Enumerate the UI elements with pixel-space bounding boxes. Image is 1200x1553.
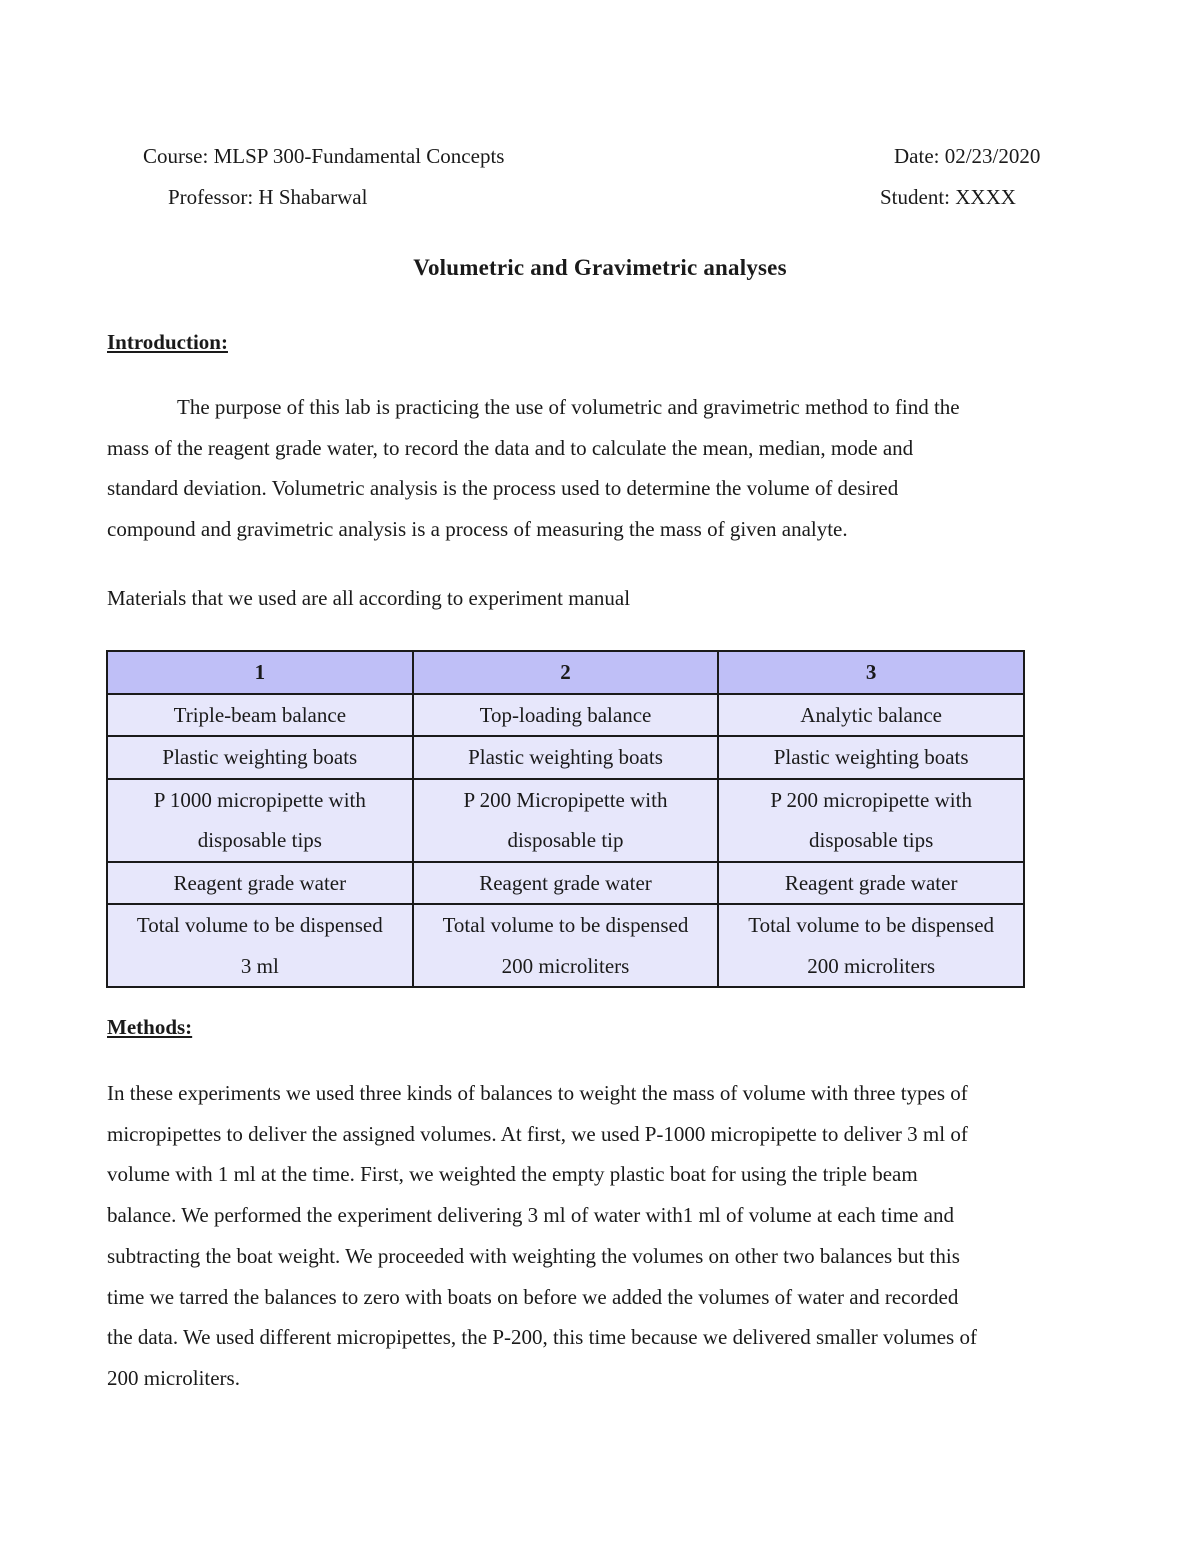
- table-cell: [107, 904, 413, 987]
- cell-text: Reagent grade water: [784, 870, 958, 895]
- table-cell: [413, 694, 719, 737]
- cell-text: Total volume to be dispensed: [442, 913, 689, 937]
- table-cell: [413, 779, 719, 862]
- document-title: Volumetric and Gravimetric analyses: [413, 255, 787, 280]
- cell-text: Triple-beam balance: [173, 702, 347, 727]
- cell-text: Top-loading balance: [479, 702, 652, 727]
- course-label: Course: MLSP 300-Fundamental Concepts: [143, 144, 505, 168]
- table-cell: [718, 694, 1024, 737]
- table-cell: [718, 779, 1024, 862]
- paragraph-line: mass of the reagent grade water, to record the data and to calculate the mean, median, mode and: [107, 435, 914, 460]
- table-cell: [413, 736, 719, 779]
- table-cell: [413, 862, 719, 905]
- methods-paragraph: [107, 1073, 1097, 1399]
- cell-text: P 200 Micropipette with: [463, 787, 668, 812]
- student-label: Student: XXXX: [880, 185, 1016, 209]
- cell-text: Reagent grade water: [479, 870, 652, 895]
- introduction-paragraph: [107, 387, 1097, 550]
- cell-text: Total volume to be dispensed: [748, 913, 995, 937]
- paragraph-line: time we tarred the balances to zero with boats on before we added the volumes of water and recorded: [107, 1284, 959, 1309]
- paragraph-line: 200 microliters.: [107, 1365, 240, 1390]
- cell-text: 200 microliters: [807, 953, 936, 978]
- methods-heading: Methods:: [107, 1015, 193, 1039]
- paragraph-line: standard deviation. Volumetric analysis is the process used to determine the volume of desired: [107, 476, 899, 501]
- table-header-cell: 2: [413, 651, 719, 694]
- table-cell: [718, 862, 1024, 905]
- table-cell: [107, 862, 413, 905]
- table-header-cell: 1: [107, 651, 413, 694]
- professor-label: Professor: H Shabarwal: [168, 185, 368, 209]
- introduction-heading: Introduction:: [107, 330, 228, 354]
- table-row: [107, 779, 1024, 862]
- cell-text: Plastic weighting boats: [162, 745, 358, 769]
- paragraph-line: the data. We used different micropipettes, the P-200, this time because we delivered smaller volumes of: [107, 1325, 977, 1350]
- paragraph-line: compound and gravimetric analysis is a process of measuring the mass of given analyte.: [107, 517, 848, 542]
- paragraph-line: micropipettes to deliver the assigned volumes. At first, we used P-1000 micropipette to deliver 3 ml of: [107, 1121, 968, 1146]
- cell-text: Reagent grade water: [173, 870, 347, 895]
- paragraph-line: balance. We performed the experiment delivering 3 ml of water with1 ml of volume at each time and: [107, 1203, 954, 1228]
- cell-text: disposable tips: [809, 828, 934, 852]
- cell-text: 3 ml: [240, 953, 279, 978]
- table-row: [107, 694, 1024, 737]
- table-cell: [413, 904, 719, 987]
- table-cell: [107, 694, 413, 737]
- paragraph-line: In these experiments we used three kinds of balances to weight the mass of volume with three types of: [107, 1081, 968, 1105]
- table-header-cell: 3: [718, 651, 1024, 694]
- table-header-row: [107, 651, 1024, 694]
- paragraph-line: volume with 1 ml at the time. First, we weighted the empty plastic boat for using the triple beam: [107, 1162, 918, 1187]
- cell-text: Plastic weighting boats: [773, 745, 969, 769]
- cell-text: P 200 micropipette with: [770, 787, 972, 812]
- cell-text: Plastic weighting boats: [468, 745, 663, 769]
- cell-text: P 1000 micropipette with: [153, 787, 366, 812]
- table-row: [107, 862, 1024, 905]
- table-cell: [718, 736, 1024, 779]
- cell-text: 200 microliters: [501, 953, 630, 978]
- cell-text: Analytic balance: [800, 702, 942, 727]
- cell-text: disposable tip: [507, 828, 624, 852]
- cell-text: disposable tips: [197, 828, 322, 852]
- table-row: [107, 904, 1024, 987]
- table-cell: [718, 904, 1024, 987]
- table-row: [107, 736, 1024, 779]
- cell-text: Total volume to be dispensed: [136, 913, 383, 937]
- materials-table: [106, 650, 1025, 988]
- date-label: Date: 02/23/2020: [894, 144, 1041, 168]
- materials-note: Materials that we used are all according to experiment manual: [107, 586, 631, 610]
- table-cell: [107, 779, 413, 862]
- paragraph-line: The purpose of this lab is practicing the use of volumetric and gravimetric method to find the: [177, 395, 960, 419]
- table-cell: [107, 736, 413, 779]
- paragraph-line: subtracting the boat weight. We proceeded with weighting the volumes on other two balances but this: [107, 1243, 960, 1268]
